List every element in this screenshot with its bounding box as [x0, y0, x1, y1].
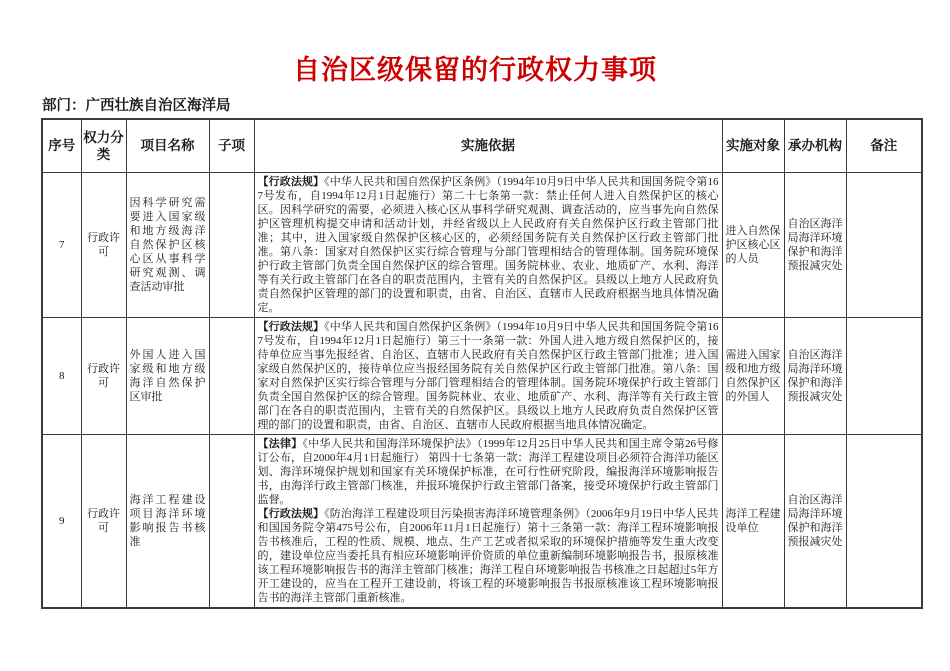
item-name-cell: 外国人进入国家级和地方级海洋自然保护区审批 [126, 317, 209, 434]
column-header-agency: 承办机构 [784, 119, 846, 172]
subitem-cell [209, 317, 254, 434]
subitem-cell [209, 434, 254, 608]
target-cell: 需进入国家级和地方级自然保护区的外国人 [722, 317, 784, 434]
department-line [42, 94, 950, 115]
basis-cell [254, 172, 722, 317]
table-row [42, 317, 922, 434]
column-header-subitem: 子项 [209, 119, 254, 172]
table-header-row [42, 119, 922, 172]
basis-paragraph [258, 507, 719, 605]
basis-type-label: 【行政法规】 [257, 175, 325, 188]
remark-cell [846, 317, 922, 434]
basis-type-label: 【行政法规】 [257, 320, 325, 333]
basis-text: 《防治海洋工程建设项目污染损害海洋环境管理条例》（2006年9月19日中华人民共和国国务院令第475号公布，自2006年11月1日起施行）第十三条第一款：海洋工程环境影响报告书核准后，工程的性质、规模、地点、生产工艺或者拟采取的环境保护措施等发生重大改变的，建设单位应当委托具有相应环境影响评价资质的单位重新编制环境影响报告书，报原核准该工程环境影响报告书的海洋主管部门核准；海洋工程自环境影响报告书核准之日起超过5年方开工建设的，应当在工程开工建设前，将该工程的环境影响报告书报原核准该工程环境影响报告书的海洋主管部门重新核准。 [257, 507, 719, 604]
basis-text: 《中华人民共和国自然保护区条例》（1994年10月9日中华人民共和国国务院令第167号发布，自1994年12月1日起施行）第三十一条第一款：外国人进入地方级自然保护区的，接待单位应当事先报经省、自治区、直辖市人民政府有关自然保护区行政主管部门批准；进入国家级自然保护区的，接待单位应当报经国务院有关自然保护区行政主管部门批准。第八条：国家对自然保护区实行综合管理与分部门管理相结合的管理体制。国务院环境保护行政主管部门负责全国自然保护区的综合管理。国务院林业、农业、地质矿产、水利、海洋等有关行政主管部门在各自的职责范围内，主管有关的自然保护区。县级以上地方人民政府负责自然保护区管理的部门的设置和职责，由省、自治区、直辖市人民政府根据当地具体情况确定。 [257, 320, 719, 431]
agency-cell: 自治区海洋局海洋环境保护和海洋预报减灾处 [784, 172, 846, 317]
department-label: 部门： [42, 98, 86, 114]
column-header-target: 实施对象 [722, 119, 784, 172]
column-header-basis: 实施依据 [254, 119, 722, 172]
table-row [42, 172, 922, 317]
target-cell: 海洋工程建设单位 [722, 434, 784, 608]
basis-paragraph [258, 437, 719, 507]
page-title: 自治区级保留的行政权力事项 [293, 55, 657, 85]
basis-paragraph [258, 320, 719, 432]
column-header-no: 序号 [42, 119, 81, 172]
basis-text: 《中华人民共和国自然保护区条例》（1994年10月9日中华人民共和国国务院令第167号发布，自1994年12月1日起施行）第二十七条第一款：禁止任何人进入自然保护区的核心区。因科学研究的需要，必须进入核心区从事科学研究观测、调查活动的，应当事先向自然保护区管理机构提交申请和活动计划，并经省级以上人民政府有关自然保护区行政主管部门批准；其中，进入国家级自然保护区核心区的，必须经国务院有关自然保护区行政主管部门批准。第八条：国家对自然保护区实行综合管理与分部门管理相结合的管理体制。国务院环境保护行政主管部门负责全国自然保护区的综合管理。国务院林业、农业、地质矿产、水利、海洋等有关行政主管部门在各自的职责范围内，主管有关的自然保护区。县级以上地方人民政府负责自然保护区管理的部门的设置和职责，由省、自治区、直辖市人民政府根据当地具体情况确定。 [257, 175, 719, 314]
column-header-category: 权力分类 [81, 119, 126, 172]
basis-paragraph [258, 175, 719, 315]
power-category-cell: 行政许可 [81, 172, 126, 317]
serial-number-cell: 9 [42, 434, 81, 608]
power-items-table [41, 118, 923, 609]
agency-cell: 自治区海洋局海洋环境保护和海洋预报减灾处 [784, 434, 846, 608]
department-name: 广西壮族自治区海洋局 [85, 98, 231, 114]
column-header-name: 项目名称 [126, 119, 209, 172]
power-category-cell: 行政许可 [81, 434, 126, 608]
serial-number-cell: 8 [42, 317, 81, 434]
basis-cell [254, 434, 722, 608]
column-header-remark: 备注 [846, 119, 922, 172]
basis-text: 《中华人民共和国海洋环境保护法》（1999年12月25日中华人民共和国主席令第26号修订公布，自2000年4月1日起施行） 第四十七条第一款：海洋工程建设项目必须符合海洋功能区划、海洋环境保护规划和国家有关环境保护标准，在可行性研究阶段，编报海洋环境影响报告书，由海洋行政主管部门核准，并报环境保护行政主管部门备案，接受环境保护行政主管部门监督。 [257, 437, 719, 506]
item-name-cell: 因科学研究需要进入国家级和地方级海洋自然保护区核心区从事科学研究观测、调查活动审批 [126, 172, 209, 317]
remark-cell [846, 434, 922, 608]
table-body [42, 172, 922, 608]
serial-number-cell: 7 [42, 172, 81, 317]
basis-cell [254, 317, 722, 434]
table-row [42, 434, 922, 608]
basis-type-label: 【法律】 [257, 437, 303, 450]
target-cell: 进入自然保护区核心区的人员 [722, 172, 784, 317]
basis-type-label: 【行政法规】 [257, 507, 325, 520]
subitem-cell [209, 172, 254, 317]
remark-cell [846, 172, 922, 317]
power-category-cell: 行政许可 [81, 317, 126, 434]
agency-cell: 自治区海洋局海洋环境保护和海洋预报减灾处 [784, 317, 846, 434]
item-name-cell: 海洋工程建设项目海洋环境影响报告书核准 [126, 434, 209, 608]
